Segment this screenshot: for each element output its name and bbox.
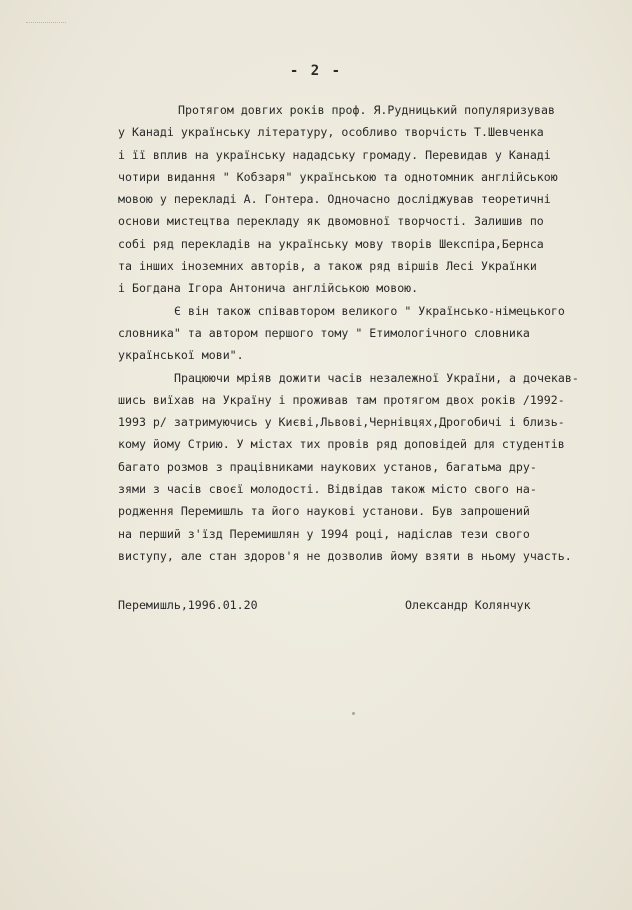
text-line: виступу, але стан здоров'я не дозволив йому взяти в ньому участь.: [118, 548, 572, 563]
text-line: у Канаді українську літературу, особливо творчість Т.Шевченка: [118, 125, 544, 140]
text-line: собі ряд перекладів на українську мову творів Шекспіра,Бернса: [118, 236, 544, 251]
text-line: мовою у перекладі А. Гонтера. Одночасно досліджував теоретичні: [118, 192, 551, 207]
text-line: шись виїхав на Україну і проживав там протягом двох років /1992-: [118, 392, 565, 407]
text-line: родження Перемишль та його наукові установи. Був запрошений: [118, 504, 530, 519]
text-line: словника" та автором першого тому " Етимологічного словника: [118, 325, 530, 340]
author-name: Олександр Колянчук: [405, 598, 531, 612]
text-line: і Богдана Ігора Антонича англійською мовою.: [118, 281, 419, 296]
paper-mark: [26, 22, 66, 31]
place-date: Перемишль,1996.01.20: [118, 598, 258, 612]
text-line: багато розмов з працівниками наукових установ, багатьма дру-: [118, 459, 537, 474]
text-line: 1993 р/ затримуючись у Києві,Львові,Чернівцях,Дрогобичі і близь-: [118, 415, 565, 430]
text-line: на перший з'їзд Перемишлян у 1994 році, надіслав тези свого: [118, 526, 530, 541]
text-line: основи мистецтва перекладу як двомовної творчості. Залишив по: [118, 214, 544, 229]
text-line: української мови".: [118, 348, 244, 363]
text-line: Є він також співавтором великого " Українсько-німецького: [174, 303, 565, 318]
text-line: Протягом довгих років проф. Я.Рудницький популяризував: [178, 103, 555, 117]
text-line: зями з часів своєї молодості. Відвідав також місто свого на-: [118, 482, 537, 497]
text-line: Працюючи мріяв дожити часів незалежної України, а дочекав-: [174, 370, 579, 385]
text-line: і її вплив на українську нададську громаду. Перевидав у Канаді: [118, 147, 551, 162]
paper-speck: [352, 712, 355, 715]
text-line: чотири видання " Кобзаря" українською та однотомник англійською: [118, 169, 558, 184]
page-number: - 2 -: [289, 63, 343, 79]
body-text: [118, 99, 632, 567]
text-line: кому йому Стрию. У містах тих провів ряд доповідей для студентів: [118, 437, 565, 452]
text-line: та інших іноземних авторів, а також ряд віршів Лесі Українки: [118, 259, 537, 274]
